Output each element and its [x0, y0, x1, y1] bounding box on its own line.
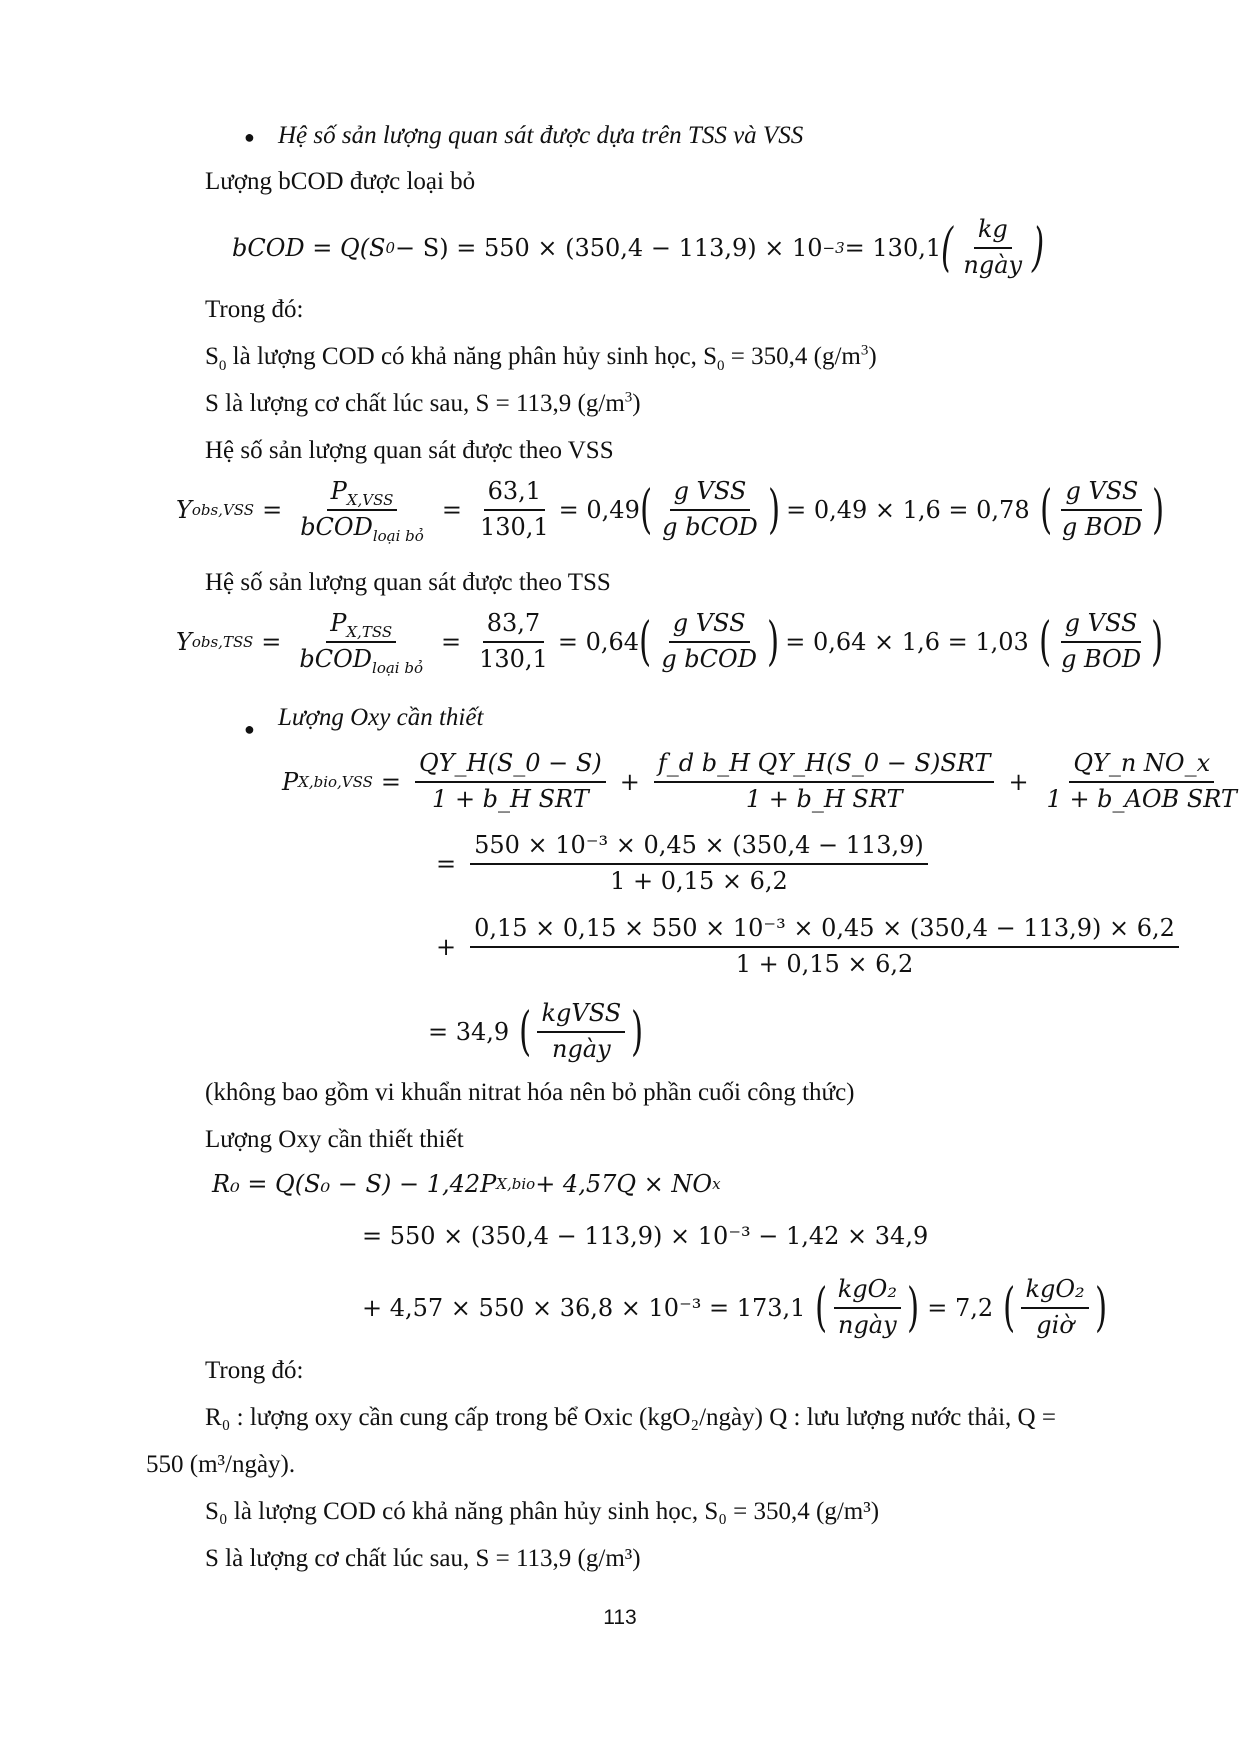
equation-pxbio-step2: + $\frac{\text{0,15 × 0,15 × 550 × 10⁻³ × 0,45 × (350,4 − 113,9) × 6,2}}{1 + 0,15 \times 6,2}$: [428, 915, 1185, 978]
equation-pxbio-step1: = $\frac{\text{550 × 10⁻³ × 0,45 × (350,4 − 113,9)}}{1 + 0,15 \times 6,2}$: [428, 832, 934, 895]
section-heading-yield: Hệ số sản lượng quan sát được dựa trên TSS và VSS: [278, 122, 804, 149]
bullet-icon: ●: [244, 719, 255, 739]
equation-pxbio-result: = 34,9 ( $\frac{\text{kgVSS}}{\text{ngày}}$ ): [428, 999, 644, 1063]
where-label: Trong đó:: [205, 1357, 304, 1384]
bullet-icon: ●: [244, 127, 255, 147]
equation-bcod: bCOD = Q(S 0 − S) = 550 × (350,4 − 113,9) × 10 −3 = 130,1 ( $\frac{kg}{\text{ngày}}$ ): [232, 215, 1045, 279]
equation-r0: R₀ = Q(S₀ − S) − 1,42P X,bio + 4,57Q × NO x: [212, 1170, 721, 1198]
equation-r0-step2: + 4,57 × 550 × 36,8 × 10⁻³ = 173,1 ( $\frac{\text{kgO₂}}{\text{ngày}}$ ) = 7,2 ( $\frac{\text{kgO₂}}{\text{giờ}}$ ): [362, 1275, 1107, 1339]
s-definition: S là lượng cơ chất lúc sau, S = 113,9 $(g/m^3)$: [205, 389, 641, 417]
oxygen-required-label: Lượng Oxy cần thiết thiết: [205, 1126, 464, 1153]
note-nitrifier: (không bao gồm vi khuẩn nitrat hóa nên bỏ phần cuối công thức): [205, 1079, 855, 1106]
where-label: Trong đó:: [205, 296, 304, 323]
bcod-removed-label: Lượng bCOD được loại bỏ: [205, 168, 476, 195]
page-number: 113: [603, 1606, 637, 1629]
r0-definition-cont: 550 (m³/ngày).: [146, 1451, 296, 1478]
r0-definition: R₀ : lượng oxy cần cung cấp trong bể Oxic (kgO₂/ngày) Q : lưu lượng nước thải, Q =: [205, 1404, 1056, 1431]
yield-vss-label: Hệ số sản lượng quan sát được theo VSS: [205, 437, 614, 464]
section-heading-oxygen: Lượng Oxy cần thiết: [278, 704, 484, 731]
equation-yield-tss: Y obs,TSS = $\frac{P_{X,TSS}}{bCOD_{loại bỏ}}$ = $\frac{83,7}{130,1}$ = 0,64 ( $\frac{\text{g VSS}}{\text{g bCOD}}$ ) = 0,64 × 1,6 = 1,03 ( $\frac{\text{g VSS}}{\text{g BOD}}$ ): [176, 609, 1164, 677]
equation-r0-step1: = 550 × (350,4 − 113,9) × 10⁻³ − 1,42 × 34,9: [362, 1222, 929, 1250]
equation-pxbio: P X,bio,VSS = $\frac{QY\_H(S\_0 - S)}{\text{1 + b\_H SRT}}$ + $\frac{\text{f\_d b\_H QY\_H(S\_0 − S)SRT}}{\text{1 + b\_H SRT}}$ + $\frac{\text{QY\_n NO\_x}}{\text{1 + b\_AOB SRT}}$: [282, 749, 1237, 813]
equation-yield-vss: Y obs,VSS = $\frac{P_{X,VSS}}{bCOD_{loại bỏ}}$ = $\frac{63,1}{130,1}$ = 0,49 ( $\frac{\text{g VSS}}{\text{g bCOD}}$ ) = 0,49 × 1,6 = 0,78 ( $\frac{\text{g VSS}}{\text{g BOD}}$ ): [176, 477, 1165, 545]
s0-definition-2: S₀ là lượng COD có khả năng phân hủy sinh học, S₀ = 350,4 (g/m³): [205, 1498, 880, 1525]
yield-tss-label: Hệ số sản lượng quan sát được theo TSS: [205, 569, 611, 596]
s0-definition: $S_0$ là lượng COD có khả năng phân hủy sinh học, $S_0 = 350,4$ $(g/m^3)$: [205, 342, 877, 374]
s-definition-2: S là lượng cơ chất lúc sau, S = 113,9 (g/m³): [205, 1545, 641, 1572]
